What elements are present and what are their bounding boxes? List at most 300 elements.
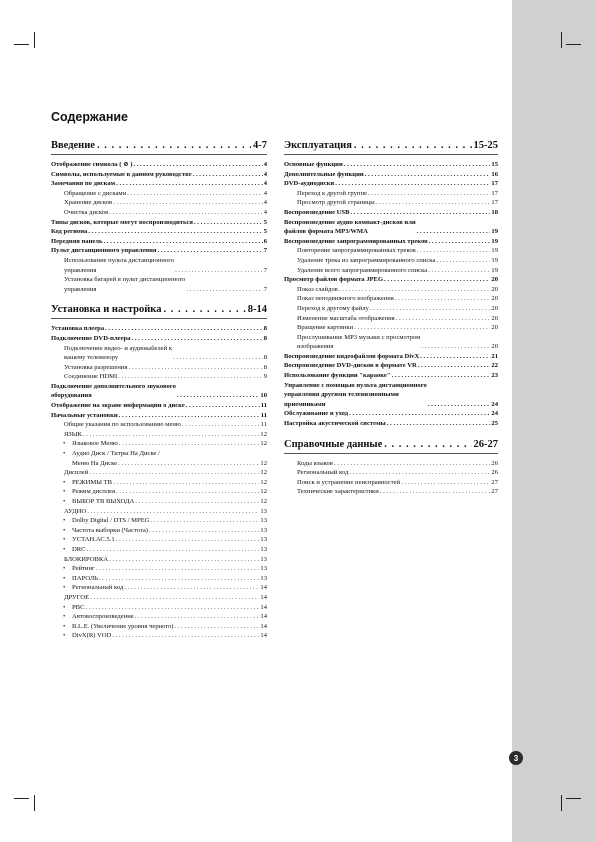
dot-leader (418, 361, 491, 371)
dot-leader (376, 198, 491, 208)
toc-entry-page: 8 (263, 363, 267, 371)
toc-entry-text: Воспроизведение USB (284, 208, 350, 216)
toc-entry[interactable] (51, 363, 267, 373)
dot-leader (135, 497, 259, 507)
toc-entry-text: Воспроизведение видеофайлов формата DivX (284, 352, 420, 360)
toc-entry[interactable] (51, 411, 267, 421)
toc-entry-text: Показ неподвижного изображения (297, 295, 394, 303)
toc-entry-page: 20 (491, 343, 498, 351)
toc-entry[interactable] (284, 285, 498, 295)
dot-leader (124, 583, 259, 593)
toc-entry-page: 8 (263, 334, 267, 342)
toc-entry[interactable] (51, 218, 267, 228)
crop-mark (561, 795, 562, 811)
toc-entry-text: Просмотр файлов формата JPEG (284, 276, 384, 284)
toc-entry-page: 12 (260, 488, 267, 496)
toc-entry[interactable] (51, 430, 267, 440)
toc-entry-text: • Аудио Диск / Титры На Диске / (64, 449, 160, 459)
toc-entry-page: 19 (491, 237, 498, 245)
toc-entry-page: 20 (491, 304, 498, 312)
toc-entry[interactable] (284, 237, 498, 247)
toc-entry[interactable] (284, 304, 498, 314)
toc-entry-text: Настройка акустической системы (284, 420, 386, 428)
toc-entry-text: • Режим дисплея (64, 487, 115, 497)
toc-entry[interactable] (51, 439, 267, 449)
toc-entry-text: АУДИО (64, 507, 87, 515)
gray-side-margin (512, 0, 595, 842)
toc-entry[interactable] (284, 160, 498, 170)
dot-leader (384, 438, 471, 451)
toc-entry[interactable] (51, 612, 267, 622)
toc-entry-text: Показ слайдов (297, 285, 338, 293)
dot-leader (135, 612, 260, 622)
toc-entry[interactable] (51, 198, 267, 208)
toc-entry-text: Воспроизведение аудио компакт-дисков или файлов формата MP3/WMA (284, 218, 416, 236)
toc-entry-page: 20 (491, 314, 498, 322)
section-title: Установка и настройка (51, 304, 162, 316)
toc-entry-page: 15 (491, 161, 498, 168)
toc-section-heading[interactable] (284, 139, 498, 155)
dot-leader (173, 353, 263, 363)
toc-entry[interactable] (51, 324, 267, 334)
dot-leader (194, 218, 263, 228)
toc-entry-text: Хранение дисков (64, 199, 113, 207)
page-title: Содержание (51, 110, 129, 124)
toc-entry-text: • DRC (64, 545, 86, 555)
toc-entry-page: 13 (260, 517, 267, 525)
toc-entry-text: Использование пульта дистанционного управления (64, 256, 175, 274)
toc-entry[interactable] (51, 189, 267, 199)
dot-leader (127, 189, 263, 199)
toc-entry-text: Переход к другому файлу (297, 304, 369, 312)
dot-leader (89, 468, 259, 478)
dot-leader (421, 342, 490, 352)
toc-entry-text: DVD-аудиодиски (284, 180, 335, 188)
toc-entry[interactable] (51, 574, 267, 584)
toc-entry[interactable] (284, 381, 498, 410)
toc-entry[interactable] (51, 208, 267, 218)
toc-entry-page: 12 (260, 430, 267, 438)
toc-right-column (284, 139, 498, 497)
dot-leader (116, 535, 260, 545)
toc-entry[interactable] (51, 555, 267, 565)
dot-leader (109, 555, 259, 565)
dot-leader (339, 285, 491, 295)
toc-entry-page: 14 (260, 593, 267, 601)
dot-leader (349, 468, 490, 478)
toc-entry-page: 4 (263, 199, 267, 207)
toc-entry[interactable] (284, 218, 498, 237)
toc-entry-text: Управление с помощью пульта дистанционного управления другими телевизионными приемниками (284, 381, 427, 408)
toc-entry-text: • Региональный код (64, 583, 123, 593)
toc-section-heading[interactable] (51, 303, 267, 319)
dot-leader (370, 304, 491, 314)
toc-entry[interactable] (51, 622, 267, 632)
toc-entry[interactable] (51, 468, 267, 478)
toc-entry-page: 11 (260, 421, 267, 429)
toc-entry-page: 20 (491, 324, 498, 332)
dot-leader (112, 631, 259, 641)
toc-entry-text: Основные функции (284, 161, 343, 168)
toc-entry[interactable] (51, 382, 267, 401)
toc-entry[interactable] (51, 478, 267, 488)
toc-entry[interactable] (284, 333, 498, 352)
dot-leader (83, 430, 260, 440)
toc-entry[interactable] (51, 227, 267, 237)
dot-leader (417, 246, 491, 256)
toc-entry[interactable] (51, 372, 267, 382)
crop-mark (14, 798, 29, 799)
toc-entry-page: 20 (491, 295, 498, 303)
toc-entry-page: 9 (263, 373, 267, 381)
toc-entry-page: 12 (260, 478, 267, 486)
dot-leader (395, 294, 491, 304)
toc-entry-text: • Автовоспроизведение (64, 612, 134, 622)
toc-entry[interactable] (51, 535, 267, 545)
toc-entry-page: 19 (491, 256, 498, 264)
dot-leader (96, 564, 260, 574)
section-pages: 15-25 (473, 140, 498, 151)
toc-entry-text: Подключение дополнительного звукового оборудования (51, 382, 176, 400)
dot-leader (351, 208, 491, 218)
toc-entry[interactable] (51, 449, 267, 459)
toc-entry[interactable] (284, 361, 498, 371)
toc-entry-page: 17 (491, 199, 498, 207)
toc-entry-text: • ВЫБОР ТВ ВЫХОДА (64, 497, 134, 507)
toc-entry-page: 7 (263, 266, 267, 274)
toc-entry-text: Типы дисков, которые могут воспроизводиться (51, 218, 193, 226)
toc-entry[interactable] (51, 516, 267, 526)
dot-leader (174, 622, 259, 632)
toc-entry-text: Соединение HDMI (64, 373, 118, 381)
toc-entry[interactable] (284, 487, 498, 497)
toc-entry[interactable] (284, 198, 498, 208)
toc-entry[interactable] (51, 497, 267, 507)
toc-entry[interactable] (284, 189, 498, 199)
dot-leader (429, 237, 491, 247)
dot-leader (335, 179, 490, 189)
toc-entry[interactable] (284, 478, 498, 488)
toc-entry[interactable] (51, 631, 267, 641)
toc-entry-text: Воспроизведение запрограммированных треков (284, 237, 428, 245)
dot-leader (109, 208, 263, 218)
toc-entry-text: Поиск и устранение неисправностей (297, 478, 401, 486)
section-title: Эксплуатация (284, 140, 352, 151)
toc-entry-text: • ПАРОЛЬ (64, 574, 98, 584)
toc-entry[interactable] (51, 420, 267, 430)
toc-entry[interactable] (284, 352, 498, 362)
toc-entry-page: 14 (260, 622, 267, 630)
section-title: Справочные данные (284, 438, 383, 450)
toc-entry-text: • УСТАН.АС.5.1 (64, 535, 115, 545)
toc-entry-text: Повторение запрограммированных треков (297, 247, 416, 255)
dot-leader (175, 266, 263, 276)
toc-entry[interactable] (51, 401, 267, 411)
toc-entry[interactable] (51, 170, 267, 180)
dot-leader (387, 419, 491, 429)
dot-leader (436, 256, 490, 266)
toc-entry-page: 13 (260, 574, 267, 582)
toc-entry-text: Общие указания по использованию меню (64, 421, 181, 429)
toc-entry-text: Символы, используемые в данном руководстве (51, 170, 192, 178)
toc-entry-page: 4 (263, 208, 267, 216)
toc-entry-text: Обслуживание и уход (284, 410, 349, 418)
dot-leader (157, 246, 262, 256)
toc-entry[interactable] (51, 526, 267, 536)
dot-leader (116, 179, 263, 189)
toc-entry[interactable] (51, 344, 267, 363)
toc-entry-page: 4 (263, 170, 267, 178)
dot-leader (119, 439, 260, 449)
dot-leader (365, 170, 491, 180)
toc-entry-text: Технические характеристики (297, 488, 379, 496)
toc-entry-text: Подключение DVD-плеера (51, 334, 131, 342)
toc-entry-page: 10 (260, 392, 267, 400)
toc-entry-text: Отображение на экране информации о диске (51, 402, 185, 410)
dot-leader (128, 363, 262, 373)
dot-leader (193, 170, 263, 180)
toc-entry-page: 18 (491, 208, 498, 216)
dot-leader (149, 526, 259, 536)
section-pages: 4-7 (253, 140, 267, 151)
toc-entry[interactable] (284, 208, 498, 218)
toc-entry-page: 16 (491, 170, 498, 178)
toc-entry-page: 26 (491, 459, 498, 467)
toc-entry-page: 11 (260, 402, 267, 410)
dot-leader (428, 266, 490, 276)
toc-entry-text: Установка батарей в пульт дистанционного управления (64, 276, 186, 293)
toc-entry-page: 17 (491, 189, 498, 197)
dot-leader (344, 160, 491, 170)
dot-leader (354, 139, 472, 152)
toc-entry[interactable] (284, 170, 498, 180)
crop-mark (14, 44, 29, 45)
dot-leader (113, 198, 263, 208)
toc-entry-text: БЛОКИРОВКА (64, 555, 109, 563)
crop-mark (566, 798, 581, 799)
toc-entry[interactable] (51, 583, 267, 593)
section-pages: 8-14 (247, 304, 267, 316)
page-number-badge: 3 (509, 751, 523, 765)
dot-leader (334, 459, 490, 469)
toc-entry-page: 8 (263, 354, 267, 362)
dot-leader (118, 372, 263, 382)
section-spacer (51, 294, 267, 303)
toc-entry[interactable] (51, 334, 267, 344)
crop-mark (34, 795, 35, 811)
toc-entry[interactable] (51, 459, 267, 469)
toc-entry-page: 11 (260, 411, 267, 419)
toc-entry[interactable] (284, 275, 498, 285)
toc-entry[interactable] (284, 419, 498, 429)
dot-leader (186, 401, 260, 411)
toc-entry-text: Дисплей (64, 469, 89, 477)
toc-entry[interactable] (284, 323, 498, 333)
dot-leader (99, 574, 259, 584)
toc-entry[interactable] (284, 459, 498, 469)
dot-leader (85, 603, 259, 613)
toc-entry-text: Изменение масштаба отображения (297, 314, 395, 322)
toc-entry[interactable] (284, 409, 498, 419)
toc-entry-page: 13 (260, 565, 267, 573)
dot-leader (131, 334, 262, 344)
toc-entry-page: 5 (263, 218, 267, 226)
toc-entry[interactable] (51, 275, 267, 294)
toc-entry[interactable] (51, 603, 267, 613)
toc-entry-text: • Dolby Digital / DTS / MPEG (64, 516, 149, 526)
toc-entry-page: 24 (491, 400, 498, 408)
toc-entry[interactable] (51, 507, 267, 517)
toc-entry-page: 25 (491, 420, 498, 428)
dot-leader (384, 275, 490, 285)
dot-leader (186, 285, 262, 295)
dot-leader (428, 400, 491, 410)
dot-leader (88, 227, 262, 237)
dot-leader (420, 352, 490, 362)
toc-section-heading[interactable] (51, 139, 267, 155)
toc-entry-page: 8 (263, 325, 267, 333)
toc-entry[interactable] (51, 179, 267, 189)
toc-entry[interactable] (51, 246, 267, 256)
toc-entry-text: • Рейтинг (64, 564, 95, 574)
toc-entry-page: 27 (491, 488, 498, 496)
dot-leader (177, 391, 260, 401)
toc-entry-page: 26 (491, 469, 498, 477)
toc-entry-page: 20 (491, 285, 498, 293)
dot-leader (380, 487, 491, 497)
toc-entry-text: Начальные установки (51, 411, 118, 419)
toc-entry-page: 12 (260, 469, 267, 477)
dot-leader (392, 371, 491, 381)
toc-entry-text: Региональный код (297, 469, 349, 477)
toc-entry-text: ДРУГОЕ (64, 593, 90, 601)
toc-entry[interactable] (51, 564, 267, 574)
section-spacer (284, 429, 498, 438)
toc-entry-text: Удаление трека из запрограммированного списка (297, 256, 436, 264)
toc-entry-page: 5 (263, 228, 267, 236)
toc-entry-page: 19 (491, 247, 498, 255)
dot-leader (116, 487, 259, 497)
toc-entry-text: Прослушивание MP3 музыки с просмотром изображения (297, 333, 421, 351)
toc-entry[interactable] (51, 545, 267, 555)
toc-entry-page: 14 (260, 613, 267, 621)
dot-leader (401, 478, 490, 488)
dot-leader (87, 545, 260, 555)
toc-entry-text: Код региона (51, 228, 88, 236)
toc-entry-text: Передняя панель (51, 237, 103, 245)
toc-entry-page: 13 (260, 526, 267, 534)
section-pages: 26-27 (473, 438, 498, 450)
dot-leader (354, 323, 490, 333)
toc-entry-text: Использование функции "караоке" (284, 372, 391, 380)
toc-entry-page: 19 (491, 228, 498, 236)
toc-entry-page: 14 (260, 603, 267, 611)
toc-entry-text: Подключение видео- и аудиокабелей к вашему телевизору (64, 344, 172, 362)
toc-entry-text: Коды языков (297, 459, 333, 467)
toc-entry-page: 21 (491, 352, 498, 360)
toc-entry-text: Воспроизведение DVD-дисков в формате VR (284, 362, 417, 370)
toc-entry-text: Установка разрешения (64, 363, 128, 371)
dot-leader (163, 303, 245, 316)
dot-leader (118, 459, 259, 469)
toc-entry-page: 13 (260, 545, 267, 553)
dot-leader (113, 478, 259, 488)
dot-leader (349, 409, 490, 419)
toc-entry-text: Вращение картинки (297, 324, 354, 332)
toc-entry-text: • PBC (64, 603, 84, 613)
toc-entry-page: 4 (263, 161, 267, 168)
dot-leader (150, 516, 259, 526)
dot-leader (90, 593, 259, 603)
dot-leader (104, 237, 263, 247)
toc-entry-page: 7 (263, 247, 267, 255)
toc-entry-text: Переход к другой группе (297, 189, 367, 197)
toc-entry-text: • РЕЖИМЫ ТВ (64, 478, 112, 488)
toc-entry[interactable] (284, 371, 498, 381)
toc-entry[interactable] (284, 314, 498, 324)
dot-leader (97, 139, 251, 152)
dot-leader (182, 420, 260, 430)
toc-entry[interactable] (51, 593, 267, 603)
toc-entry-page: 27 (491, 478, 498, 486)
toc-entry[interactable] (284, 246, 498, 256)
toc-entry[interactable] (284, 294, 498, 304)
toc-entry[interactable] (51, 237, 267, 247)
toc-entry[interactable] (51, 256, 267, 275)
toc-entry-text: Отображение символа ( ⊘ ) (51, 161, 133, 168)
toc-entry-text: • Частота выборки (Частота) (64, 526, 148, 536)
dot-leader (368, 189, 491, 199)
toc-entry[interactable] (284, 266, 498, 276)
toc-entry-page: 6 (263, 237, 267, 245)
toc-left-column (51, 139, 267, 641)
toc-entry-page: 24 (491, 410, 498, 418)
toc-entry[interactable] (284, 256, 498, 266)
toc-entry-page: 13 (260, 507, 267, 515)
toc-entry-page: 12 (260, 440, 267, 448)
toc-entry-page: 12 (260, 459, 267, 467)
toc-entry-text: • Языковое Меню (64, 439, 118, 449)
toc-entry-text: Меню На Диске (72, 459, 118, 467)
toc-entry-page: 4 (263, 189, 267, 197)
toc-entry-text: Очистка дисков (64, 208, 109, 216)
toc-entry-text: ЯЗЫК (64, 430, 82, 438)
toc-entry[interactable] (51, 487, 267, 497)
toc-entry-text: Просмотр другой страницы (297, 199, 375, 207)
section-title: Введение (51, 140, 95, 151)
crop-mark (34, 32, 35, 48)
toc-entry-text: Пульт дистанционного управления (51, 247, 157, 255)
toc-entry-text: Дополнительные функции (284, 170, 364, 178)
toc-entry-page: 4 (263, 180, 267, 188)
toc-entry[interactable] (284, 179, 498, 189)
dot-leader (417, 227, 491, 237)
toc-entry-page: 19 (491, 266, 498, 274)
toc-entry-text: • B.L.E. (Увеличение уровня черного) (64, 622, 173, 632)
toc-entry-page: 14 (260, 632, 267, 640)
toc-section-heading[interactable] (284, 438, 498, 454)
toc-entry[interactable] (51, 160, 267, 170)
toc-entry-text: Установка плеера (51, 325, 105, 333)
toc-entry[interactable] (284, 468, 498, 478)
toc-entry-page: 22 (491, 362, 498, 370)
crop-mark (566, 44, 581, 45)
toc-entry-text: • DivX(R) VOD (64, 631, 111, 641)
dot-leader (133, 160, 262, 170)
toc-entry-page: 7 (263, 285, 267, 293)
toc-entry-text: Удаление всего запрограммированного списка (297, 266, 428, 274)
dot-leader (87, 507, 259, 517)
